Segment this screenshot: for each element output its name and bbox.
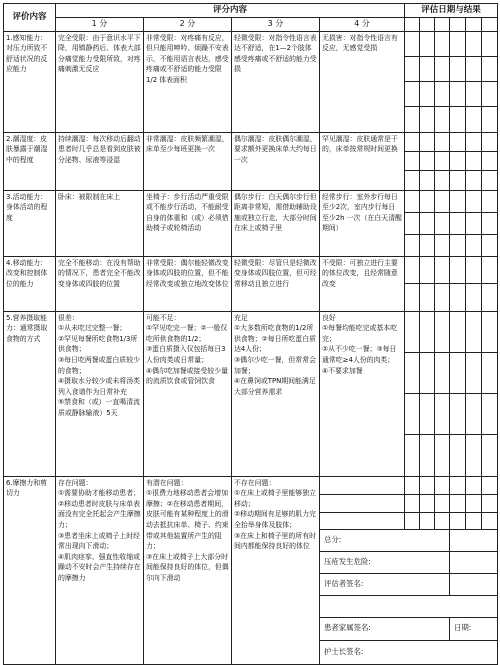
score-cell bbox=[320, 132, 405, 190]
result-cell[interactable] bbox=[482, 106, 498, 132]
risk-field[interactable] bbox=[320, 551, 450, 573]
score-cell bbox=[232, 476, 320, 664]
result-cell[interactable] bbox=[405, 393, 420, 434]
result-cell[interactable] bbox=[466, 283, 482, 311]
result-cell[interactable] bbox=[405, 31, 420, 56]
score-cell bbox=[144, 311, 232, 476]
result-cell[interactable] bbox=[466, 212, 482, 234]
result-cell[interactable] bbox=[405, 17, 420, 31]
result-cell[interactable] bbox=[466, 256, 482, 283]
score-description: 坐椅子：步行活动严重受限或不能步行活动，不能耐受自身的体重和（或）必须借助椅子或轮椅活动 bbox=[146, 192, 229, 233]
blank-field[interactable] bbox=[320, 595, 498, 617]
result-cell[interactable] bbox=[435, 434, 450, 476]
score-description: 非常受限：偶尔能轻微改变身体或四肢的位置，但不能经常改变或独立地改变体位 bbox=[146, 258, 229, 288]
result-cell[interactable] bbox=[482, 17, 498, 31]
result-cell[interactable] bbox=[405, 106, 420, 132]
score-cell bbox=[232, 256, 320, 311]
score-description: 充足 ①大多数所吃食物的1/2所供食物；②每日所吃蛋白质达4人份； ③偶尔少吃一餐，但常常会加餐； ④在鼻饲或TPN期间能满足大部分营养需求 bbox=[234, 313, 316, 396]
result-cell[interactable] bbox=[466, 352, 482, 393]
result-cell[interactable] bbox=[466, 434, 482, 476]
result-cell[interactable] bbox=[405, 311, 420, 352]
score-description: 偶尔潮湿：皮肤偶尔潮湿，要求额外更换床单大约每日一次 bbox=[234, 134, 317, 164]
result-cell[interactable] bbox=[435, 106, 450, 132]
score-description: 经常步行：室外步行每日至少2次，室内步行每日至少2h 一次（在白天清醒期间） bbox=[322, 192, 402, 233]
result-cell[interactable] bbox=[435, 17, 450, 31]
score-description: 轻微受限：对指令性语言表达不舒适，在1—2个肢体感受疼痛或不舒适的能力受损 bbox=[234, 33, 317, 74]
evaluation-header: 评估日期与结果 bbox=[405, 4, 498, 18]
result-cell[interactable] bbox=[405, 190, 420, 212]
result-cell[interactable] bbox=[482, 352, 498, 393]
result-cell[interactable] bbox=[482, 256, 498, 283]
braden-scale-sheet bbox=[3, 3, 497, 656]
result-cell[interactable] bbox=[420, 494, 435, 512]
item-column-header: 评价内容 bbox=[4, 4, 56, 32]
result-cell[interactable] bbox=[482, 212, 498, 234]
result-cell[interactable] bbox=[405, 434, 420, 476]
result-cell[interactable] bbox=[320, 476, 405, 494]
header-row bbox=[4, 4, 498, 18]
score-description: 有潜在问题： ①很费力地移动患者会增加摩擦；②在移动患者期间，皮肤可能有某种程度上的滑动去抵抗床单、椅子、约束带或其他装置所产生的阻力； ③在床上或椅子上大部分时间能保持良好的体位，但偶尔向下滑动 bbox=[146, 478, 229, 582]
result-cell[interactable] bbox=[450, 512, 466, 529]
score-cell bbox=[232, 132, 320, 190]
score-description: 卧床：被限制在床上 bbox=[58, 192, 121, 201]
risk-label: 压疮发生危险: bbox=[324, 556, 371, 566]
head-nurse-label: 护士长签名: bbox=[324, 646, 364, 656]
score-cell bbox=[56, 256, 144, 311]
result-cell[interactable] bbox=[420, 81, 435, 106]
result-cell[interactable] bbox=[482, 311, 498, 352]
result-cell[interactable] bbox=[435, 494, 450, 512]
result-cell[interactable] bbox=[450, 476, 466, 494]
score-cell bbox=[56, 476, 144, 664]
score-description: 可能不足： ①罕见吃完一餐；②一般仅吃所供食物的1/2； ③蛋白质摄入仅包括每日3人份肉类或日常量； ④偶尔吃加餐或接受较少量的流质饮食或管饲饮食 bbox=[146, 313, 228, 386]
result-cell[interactable] bbox=[466, 512, 482, 529]
result-cell[interactable] bbox=[420, 256, 435, 283]
result-cell[interactable] bbox=[482, 476, 498, 494]
result-cell[interactable] bbox=[450, 190, 466, 212]
result-cell[interactable] bbox=[420, 17, 435, 31]
result-cell[interactable] bbox=[435, 234, 450, 256]
result-cell[interactable] bbox=[420, 31, 435, 56]
result-cell[interactable] bbox=[450, 234, 466, 256]
score-cell bbox=[320, 311, 405, 476]
assessor-label: 评估者签名: bbox=[324, 578, 364, 588]
result-cell[interactable] bbox=[450, 256, 466, 283]
score-header: 1 分 bbox=[56, 17, 144, 31]
result-cell[interactable] bbox=[450, 17, 466, 31]
result-cell[interactable] bbox=[482, 31, 498, 56]
result-cell[interactable] bbox=[405, 476, 420, 494]
assessor-signature-field[interactable] bbox=[320, 573, 450, 595]
result-cell[interactable] bbox=[482, 132, 498, 151]
result-cell[interactable] bbox=[482, 56, 498, 81]
result-cell[interactable] bbox=[420, 190, 435, 212]
result-cell[interactable] bbox=[405, 283, 420, 311]
score-cell bbox=[144, 31, 232, 132]
result-cell[interactable] bbox=[450, 434, 466, 476]
result-cell[interactable] bbox=[435, 81, 450, 106]
score-cell bbox=[144, 132, 232, 190]
result-cell[interactable] bbox=[420, 234, 435, 256]
score-description: 罕见潮湿：皮肤通常是干的，床单按常规时间更换 bbox=[322, 134, 398, 154]
result-cell[interactable] bbox=[482, 190, 498, 212]
score-header: 2 分 bbox=[144, 17, 232, 31]
score-header: 4 分 bbox=[320, 17, 405, 31]
score-description: 存在问题： ①需要协助才能移动患者； ②移动患者时皮肤与床单表面没有完全托起会产生摩擦力； ③患者坐床上或椅子上时经常出现向下滑动； ④肌肉痉挛、强直性收缩或躁动不安时会产生持续存在的摩擦力 bbox=[58, 478, 141, 582]
result-cell[interactable] bbox=[405, 132, 420, 151]
result-cell[interactable] bbox=[405, 494, 420, 512]
result-cell[interactable] bbox=[435, 170, 450, 190]
result-cell[interactable] bbox=[466, 31, 482, 56]
result-cell[interactable] bbox=[450, 31, 466, 56]
total-score-field[interactable] bbox=[320, 529, 450, 551]
score-cell bbox=[320, 31, 405, 132]
score-description: 不存在问题： ①在床上或椅子里能够独立移动； ②移动期间有足够的肌力完全抬举身体及肢体； ③在床上和椅子里的所有时间内都能保持良好的体位 bbox=[234, 478, 316, 551]
criterion-row bbox=[4, 256, 498, 283]
result-cell[interactable] bbox=[450, 283, 466, 311]
result-cell[interactable] bbox=[435, 512, 450, 529]
result-cell[interactable] bbox=[435, 256, 450, 283]
result-cell[interactable] bbox=[482, 494, 498, 512]
criterion-label: 1.感知能力：对压力所致不舒适状况的反应能力 bbox=[4, 31, 56, 132]
result-cell[interactable] bbox=[420, 311, 435, 352]
result-cell[interactable] bbox=[435, 212, 450, 234]
result-cell[interactable] bbox=[482, 151, 498, 170]
result-cell[interactable] bbox=[450, 212, 466, 234]
result-cell[interactable] bbox=[435, 31, 450, 56]
result-cell[interactable] bbox=[450, 170, 466, 190]
result-cell[interactable] bbox=[420, 106, 435, 132]
score-description: 很差： ①从未吃过完整一餐； ②罕见每餐所吃食物1/3所供食物； ③每日吃两餐或蛋白质较少的食物； ④摄取水分较少或未将汤类列入食谱作为日常补充 ⑤禁食和（或）一直喝清流质或静脉输液）5天 bbox=[58, 313, 140, 417]
score-cell bbox=[232, 31, 320, 132]
result-cell[interactable] bbox=[435, 393, 450, 434]
family-signature-label: 患者家属签名: bbox=[324, 623, 371, 633]
head-nurse-signature-field[interactable] bbox=[320, 640, 498, 664]
result-cell[interactable] bbox=[420, 352, 435, 393]
score-cell bbox=[232, 190, 320, 256]
result-cell[interactable] bbox=[420, 393, 435, 434]
risk-value[interactable] bbox=[450, 551, 498, 573]
result-cell[interactable] bbox=[466, 151, 482, 170]
result-cell[interactable] bbox=[466, 393, 482, 434]
result-cell[interactable] bbox=[320, 512, 405, 529]
criterion-label: 2.潮湿度：皮肤暴露于潮湿中的程度 bbox=[4, 132, 56, 190]
result-cell[interactable] bbox=[435, 151, 450, 170]
result-cell[interactable] bbox=[466, 234, 482, 256]
result-cell[interactable] bbox=[450, 81, 466, 106]
result-cell[interactable] bbox=[466, 17, 482, 31]
result-cell[interactable] bbox=[482, 170, 498, 190]
result-cell[interactable] bbox=[420, 151, 435, 170]
result-cell[interactable] bbox=[466, 81, 482, 106]
assessment-table bbox=[3, 3, 498, 665]
assessor-signature-value[interactable] bbox=[450, 573, 498, 595]
score-cell bbox=[144, 256, 232, 311]
result-cell[interactable] bbox=[405, 256, 420, 283]
result-cell[interactable] bbox=[420, 434, 435, 476]
result-cell[interactable] bbox=[420, 56, 435, 81]
score-cell bbox=[56, 190, 144, 256]
result-cell[interactable] bbox=[405, 56, 420, 81]
score-cell bbox=[320, 190, 405, 256]
result-cell[interactable] bbox=[420, 476, 435, 494]
result-cell[interactable] bbox=[405, 512, 420, 529]
score-description: 完全受限：由于意识水平下降，用镇静药后、体表大部分痛觉能力受限所致，对疼痛刺激无反应 bbox=[58, 33, 141, 74]
result-cell[interactable] bbox=[420, 132, 435, 151]
result-cell[interactable] bbox=[450, 352, 466, 393]
score-cell bbox=[144, 190, 232, 256]
score-header: 3 分 bbox=[232, 17, 320, 31]
criterion-label: 3.活动能力：身体活动的程度 bbox=[4, 190, 56, 256]
criterion-row bbox=[4, 31, 498, 56]
criterion-row bbox=[4, 132, 498, 151]
score-description: 良好 ①每餐均能吃完或基本吃完； ②从不少吃一餐；③每日通常吃≥4人份的肉类； ④不要求加餐 bbox=[322, 313, 398, 375]
result-cell[interactable] bbox=[466, 132, 482, 151]
score-cell bbox=[232, 311, 320, 476]
score-cell bbox=[56, 311, 144, 476]
result-cell[interactable] bbox=[435, 283, 450, 311]
score-description: 轻微受限：尽管只是轻微改变身体或四肢位置，但可经常移动且独立进行 bbox=[234, 258, 317, 288]
result-cell[interactable] bbox=[482, 434, 498, 476]
result-cell[interactable] bbox=[435, 132, 450, 151]
result-cell[interactable] bbox=[482, 81, 498, 106]
result-cell[interactable] bbox=[482, 234, 498, 256]
result-cell[interactable] bbox=[466, 190, 482, 212]
date-field[interactable] bbox=[450, 617, 498, 640]
result-cell[interactable] bbox=[420, 212, 435, 234]
score-description: 无损害：对指令性语言有反应，无感觉受损 bbox=[322, 33, 398, 53]
score-cell bbox=[320, 256, 405, 311]
score-description: 非常潮湿：皮肤频繁潮湿，床单至少每班更换一次 bbox=[146, 134, 229, 154]
result-cell[interactable] bbox=[466, 170, 482, 190]
score-description: 持续潮湿：每次移动后翻动患者时几乎总是看到皮肤被分泌物、尿液等浸湿 bbox=[58, 134, 141, 164]
result-cell[interactable] bbox=[405, 234, 420, 256]
result-cell[interactable] bbox=[405, 212, 420, 234]
result-cell[interactable] bbox=[435, 190, 450, 212]
result-cell[interactable] bbox=[320, 494, 405, 512]
result-cell[interactable] bbox=[482, 283, 498, 311]
result-cell[interactable] bbox=[405, 170, 420, 190]
content-header: 评分内容 bbox=[56, 4, 405, 18]
total-score-label: 总分: bbox=[324, 534, 342, 544]
score-cell bbox=[56, 31, 144, 132]
result-cell[interactable] bbox=[405, 81, 420, 106]
criterion-label: 5.营养摄取能力：通常摄取食物的方式 bbox=[4, 311, 56, 476]
result-cell[interactable] bbox=[450, 132, 466, 151]
result-cell[interactable] bbox=[450, 56, 466, 81]
family-signature-field[interactable] bbox=[320, 617, 450, 640]
score-description: 偶尔步行：白天偶尔步行但距离非常短，需借助辅助设施或独立行走，大部分时间在床上或椅子里 bbox=[234, 192, 317, 233]
result-cell[interactable] bbox=[466, 311, 482, 352]
result-cell[interactable] bbox=[420, 512, 435, 529]
result-cell[interactable] bbox=[405, 151, 420, 170]
score-description: 非常受限：对疼痛有反应，但只能用呻吟、烦躁不安表示，不能用语言表达，感受疼痛或不舒适的能力受限 1/2 体表面积 bbox=[146, 33, 229, 84]
result-cell[interactable] bbox=[420, 283, 435, 311]
result-cell[interactable] bbox=[450, 311, 466, 352]
result-cell[interactable] bbox=[466, 494, 482, 512]
result-cell[interactable] bbox=[420, 170, 435, 190]
criterion-row bbox=[4, 190, 498, 212]
result-cell[interactable] bbox=[450, 106, 466, 132]
criterion-label: 4.移动能力：改变和控制体位的能力 bbox=[4, 256, 56, 311]
total-score-value[interactable] bbox=[450, 529, 498, 551]
score-cell bbox=[56, 132, 144, 190]
result-cell[interactable] bbox=[466, 476, 482, 494]
result-cell[interactable] bbox=[450, 494, 466, 512]
result-cell[interactable] bbox=[466, 106, 482, 132]
criterion-row bbox=[4, 476, 498, 494]
result-cell[interactable] bbox=[435, 56, 450, 81]
date-label: 日期: bbox=[454, 623, 472, 633]
score-description: 不受限：可独立进行主要的体位改变，且经常随意改变 bbox=[322, 258, 398, 288]
result-cell[interactable] bbox=[482, 512, 498, 529]
score-header-row bbox=[4, 17, 498, 31]
result-cell[interactable] bbox=[405, 352, 420, 393]
result-cell[interactable] bbox=[450, 151, 466, 170]
criterion-row bbox=[4, 311, 498, 352]
score-cell bbox=[144, 476, 232, 664]
result-cell[interactable] bbox=[466, 56, 482, 81]
criterion-label: 6.摩擦力和剪切力 bbox=[4, 476, 56, 664]
result-cell[interactable] bbox=[450, 393, 466, 434]
result-cell[interactable] bbox=[435, 476, 450, 494]
result-cell[interactable] bbox=[482, 393, 498, 434]
score-description: 完全不能移动：在没有帮助的情况下，患者完全不能改变身体或四肢的位置 bbox=[58, 258, 141, 288]
result-cell[interactable] bbox=[435, 352, 450, 393]
result-cell[interactable] bbox=[435, 311, 450, 352]
